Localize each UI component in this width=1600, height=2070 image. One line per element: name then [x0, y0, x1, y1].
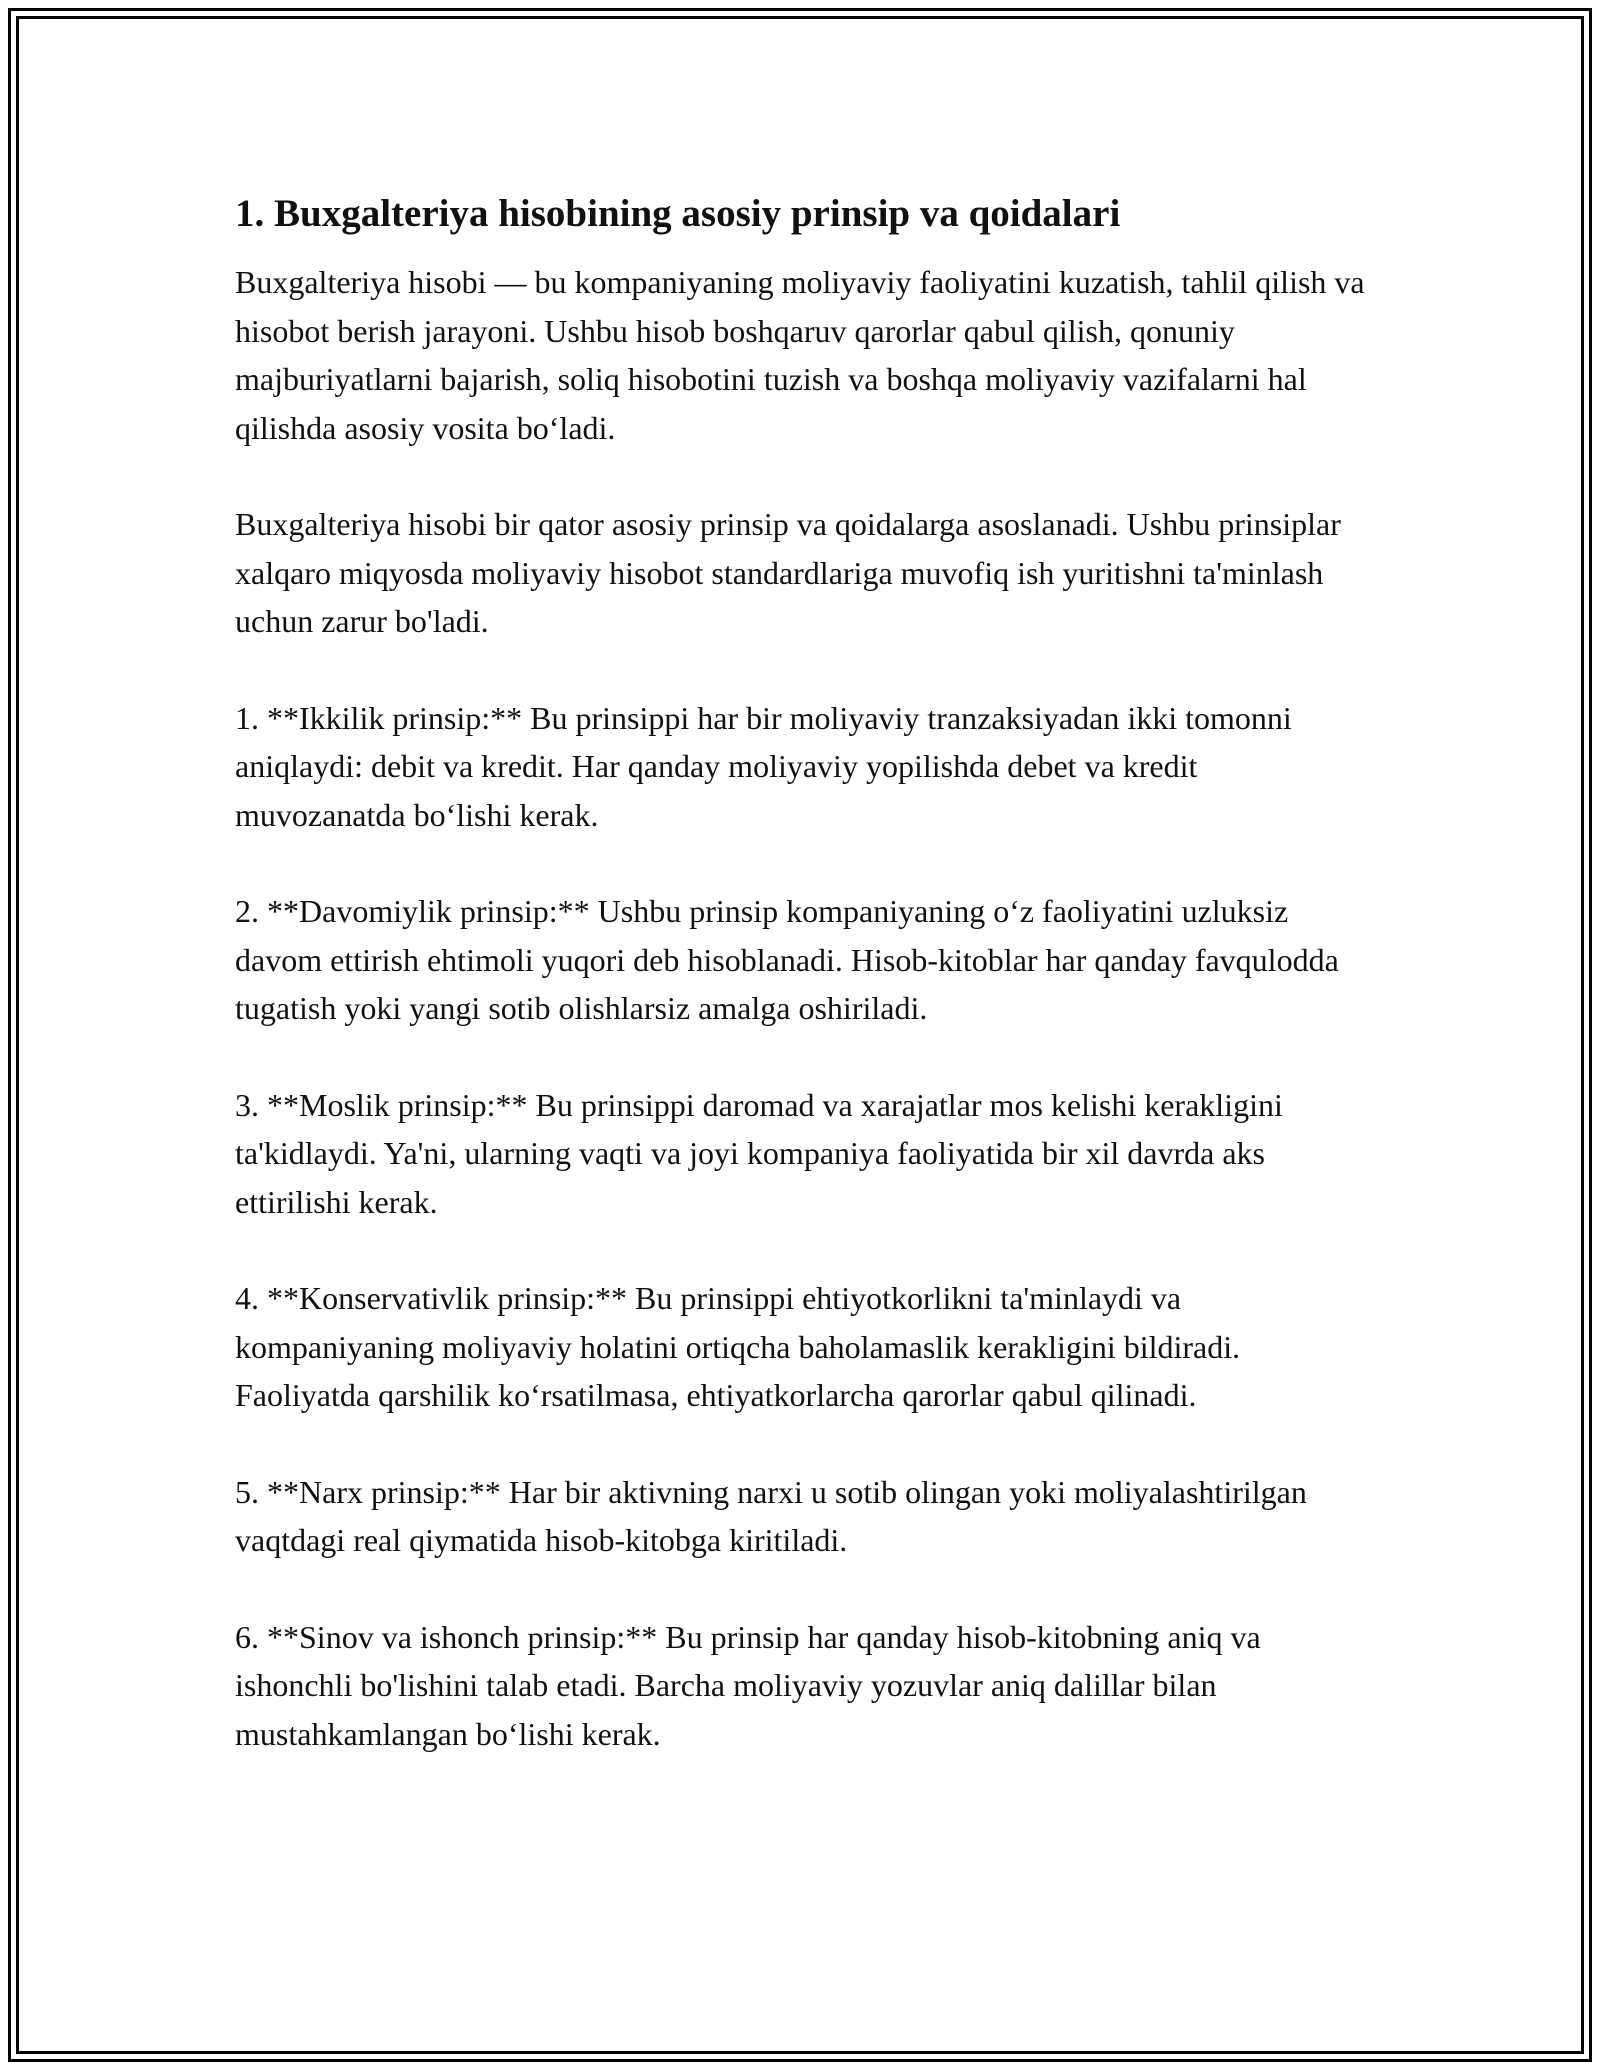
paragraph-principles-overview: Buxgalteriya hisobi bir qator asosiy prinsip va qoidalarga asoslanadi. Ushbu prinsiplar xalqaro miqyosda moliyaviy hisobot standardlariga muvofiq ish yuritishni ta'minlash uchun zarur bo'ladi.: [235, 506, 1341, 639]
document-body: [235, 190, 1365, 1758]
paragraph-principle-5: 5. **Narx prinsip:** Har bir aktivning narxi u sotib olingan yoki moliyalashtirilgan vaqtdagi real qiymatida hisob-kitobga kiritiladi.: [235, 1473, 1307, 1558]
paragraph-principle-6: 6. **Sinov va ishonch prinsip:** Bu prinsip har qanday hisob-kitobning aniq va ishonchli bo'lishini talab etadi. Barcha moliyaviy yozuvlar aniq dalillar bilan mustahkamlangan bo‘lishi kerak.: [235, 1618, 1261, 1752]
paragraph-principle-4: 4. **Konservativlik prinsip:** Bu prinsippi ehtiyotkorlikni ta'minlaydi va kompaniyaning moliyaviy holatini ortiqcha baholamaslik kerakligini bildiradi. Faoliyatda qarshilik ko‘rsatilmasa, ehtiyatkorlarcha qarorlar qabul qilinadi.: [235, 1280, 1241, 1413]
paragraph-principle-1: 1. **Ikkilik prinsip:** Bu prinsippi har bir moliyaviy tranzaksiyadan ikki tomonni aniqlaydi: debit va kredit. Har qanday moliyaviy yopilishda debet va kredit muvozanatda bo‘lishi kerak.: [235, 699, 1292, 833]
paragraph-intro: Buxgalteriya hisobi — bu kompaniyaning moliyaviy faoliyatini kuzatish, tahlil qilish va hisobot berish jarayoni. Ushbu hisob boshqaruv qarorlar qabul qilish, qonuniy majburiyatlarni bajarish, soliq hisobotini tuzish va boshqa moliyaviy vazifalarni hal qilishda asosiy vosita bo‘ladi.: [235, 264, 1365, 446]
paragraph-principle-3: 3. **Moslik prinsip:** Bu prinsippi daromad va xarajatlar mos kelishi kerakligini ta'kidlaydi. Ya'ni, ularning vaqti va joyi kompaniya faoliyatida bir xil davrda aks ettirilishi kerak.: [235, 1086, 1283, 1220]
document-title: 1. Buxgalteriya hisobining asosiy prinsip va qoidalari: [235, 192, 1121, 235]
paragraph-principle-2: 2. **Davomiylik prinsip:** Ushbu prinsip kompaniyaning o‘z faoliyatini uzluksiz davom ettirish ehtimoli yuqori deb hisoblanadi. Hisob-kitoblar har qanday favqulodda tugatish yoki yangi sotib olishlarsiz amalga oshiriladi.: [235, 893, 1339, 1026]
